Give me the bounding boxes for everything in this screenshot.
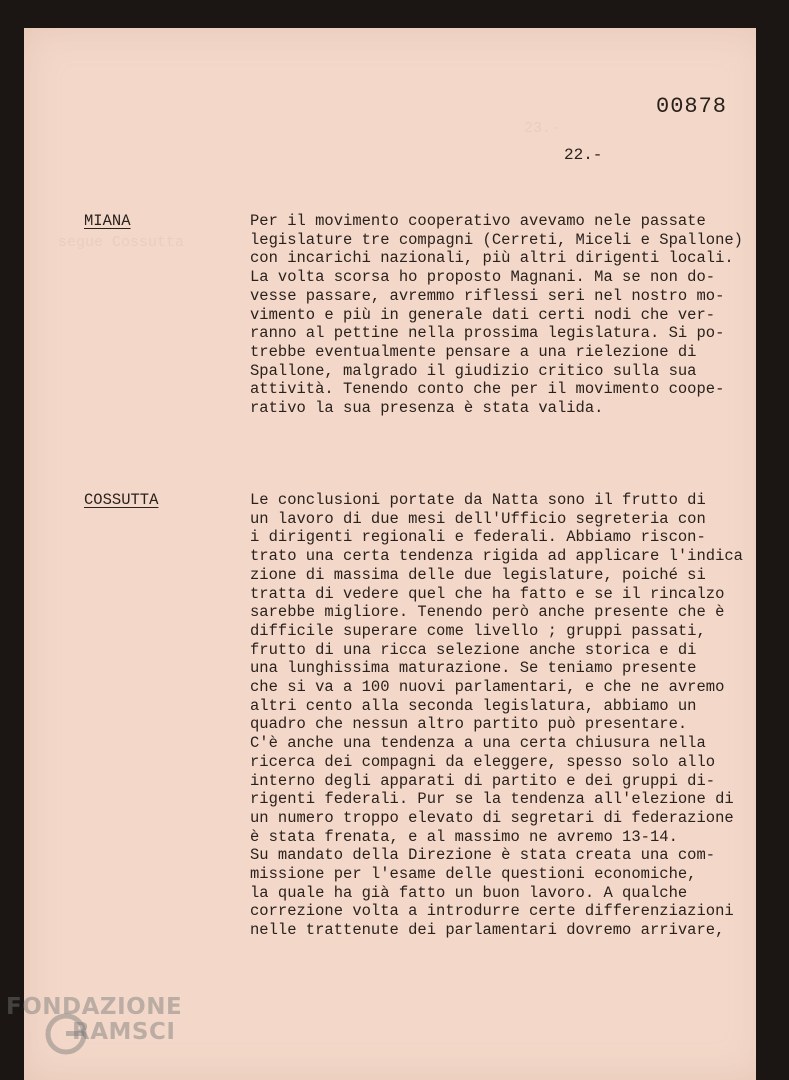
- text-line: Spallone, malgrado il giudizio critico sulla sua: [250, 361, 697, 380]
- paragraph-cossutta: [250, 491, 750, 940]
- text-line: sarebbe migliore. Tenendo però anche presente che è: [250, 603, 725, 622]
- text-line: ranno al pettine nella prossima legislatura. Si po-: [250, 324, 725, 343]
- text-line: interno degli apparati di partito e dei gruppi di-: [250, 771, 716, 790]
- text-line: nelle trattenute dei parlamentari dovremo arrivare,: [250, 921, 725, 940]
- text-line: correzione volta a introdurre certe differenziazioni: [250, 902, 734, 921]
- bleed-page-number: 23.-: [524, 120, 561, 137]
- document-number: 00878: [656, 94, 728, 119]
- document-page: [24, 28, 766, 1080]
- text-line: quadro che nessun altro partito può presentare.: [250, 715, 688, 734]
- text-line: con incarichi nazionali, più altri dirigenti locali.: [250, 249, 734, 268]
- page-edge: [756, 0, 789, 1080]
- text-line: è stata frenata, e al massimo ne avremo 13-14.: [250, 827, 678, 846]
- text-line: ricerca dei compagni da eleggere, spesso solo allo: [250, 752, 716, 771]
- text-line: rativo la sua presenza è stata valida.: [250, 399, 604, 418]
- text-line: legislature tre compagni (Cerreti, Miceli e Spallone): [250, 230, 743, 249]
- text-line: zione di massima delle due legislature, poiché si: [250, 565, 706, 584]
- text-line: Su mandato della Direzione è stata creata una com-: [250, 846, 716, 865]
- bleed-speaker: segue Cossutta: [58, 234, 185, 251]
- fondazione-gramsci-watermark: [6, 992, 196, 1076]
- watermark-line-2: RAMSCI: [72, 1019, 176, 1045]
- text-line: trato una certa tendenza rigida ad applicare l'indica: [250, 547, 743, 566]
- text-line: La volta scorsa ho proposto Magnani. Ma se non do-: [250, 268, 716, 287]
- text-line: missione per l'esame delle questioni economiche,: [250, 865, 697, 884]
- text-line: Le conclusioni portate da Natta sono il frutto di: [250, 491, 706, 509]
- text-line: difficile superare come livello ; gruppi passati,: [250, 621, 706, 640]
- page-number: 22.-: [564, 146, 603, 164]
- text-line: la quale ha già fatto un buon lavoro. A qualche: [250, 883, 688, 902]
- paragraph-miana: [250, 212, 750, 418]
- text-line: un lavoro di due mesi dell'Ufficio segreteria con: [250, 509, 706, 528]
- text-line: una lunghissima maturazione. Se teniamo presente: [250, 659, 697, 678]
- text-line: trebbe eventualmente pensare a una rielezione di: [250, 342, 697, 361]
- text-line: un numero troppo elevato di segretari di federazione: [250, 808, 734, 827]
- text-line: vimento e più in generale dati certi nodi che ver-: [250, 305, 716, 324]
- text-line: altri cento alla seconda legislatura, abbiamo un: [250, 696, 697, 715]
- text-line: i dirigenti regionali e federali. Abbiamo riscon-: [250, 528, 706, 547]
- text-line: attività. Tenendo conto che per il movimento coope-: [250, 380, 725, 399]
- text-line: rigenti federali. Pur se la tendenza all'elezione di: [250, 790, 734, 809]
- text-line: tratta di vedere quel che ha fatto e se il rincalzo: [250, 584, 725, 603]
- speaker-cossutta: COSSUTTA: [84, 491, 159, 509]
- text-line: vesse passare, avremmo riflessi seri nel nostro mo-: [250, 286, 725, 305]
- watermark-line-1: FONDAZIONE: [6, 994, 183, 1020]
- text-line: che si va a 100 nuovi parlamentari, e che ne avremo: [250, 678, 725, 697]
- text-line: Per il movimento cooperativo avevamo nele passate: [250, 212, 706, 230]
- text-line: C'è anche una tendenza a una certa chiusura nella: [250, 734, 706, 753]
- text-line: frutto di una ricca selezione anche storica e di: [250, 640, 697, 659]
- speaker-miana: MIANA: [84, 212, 131, 230]
